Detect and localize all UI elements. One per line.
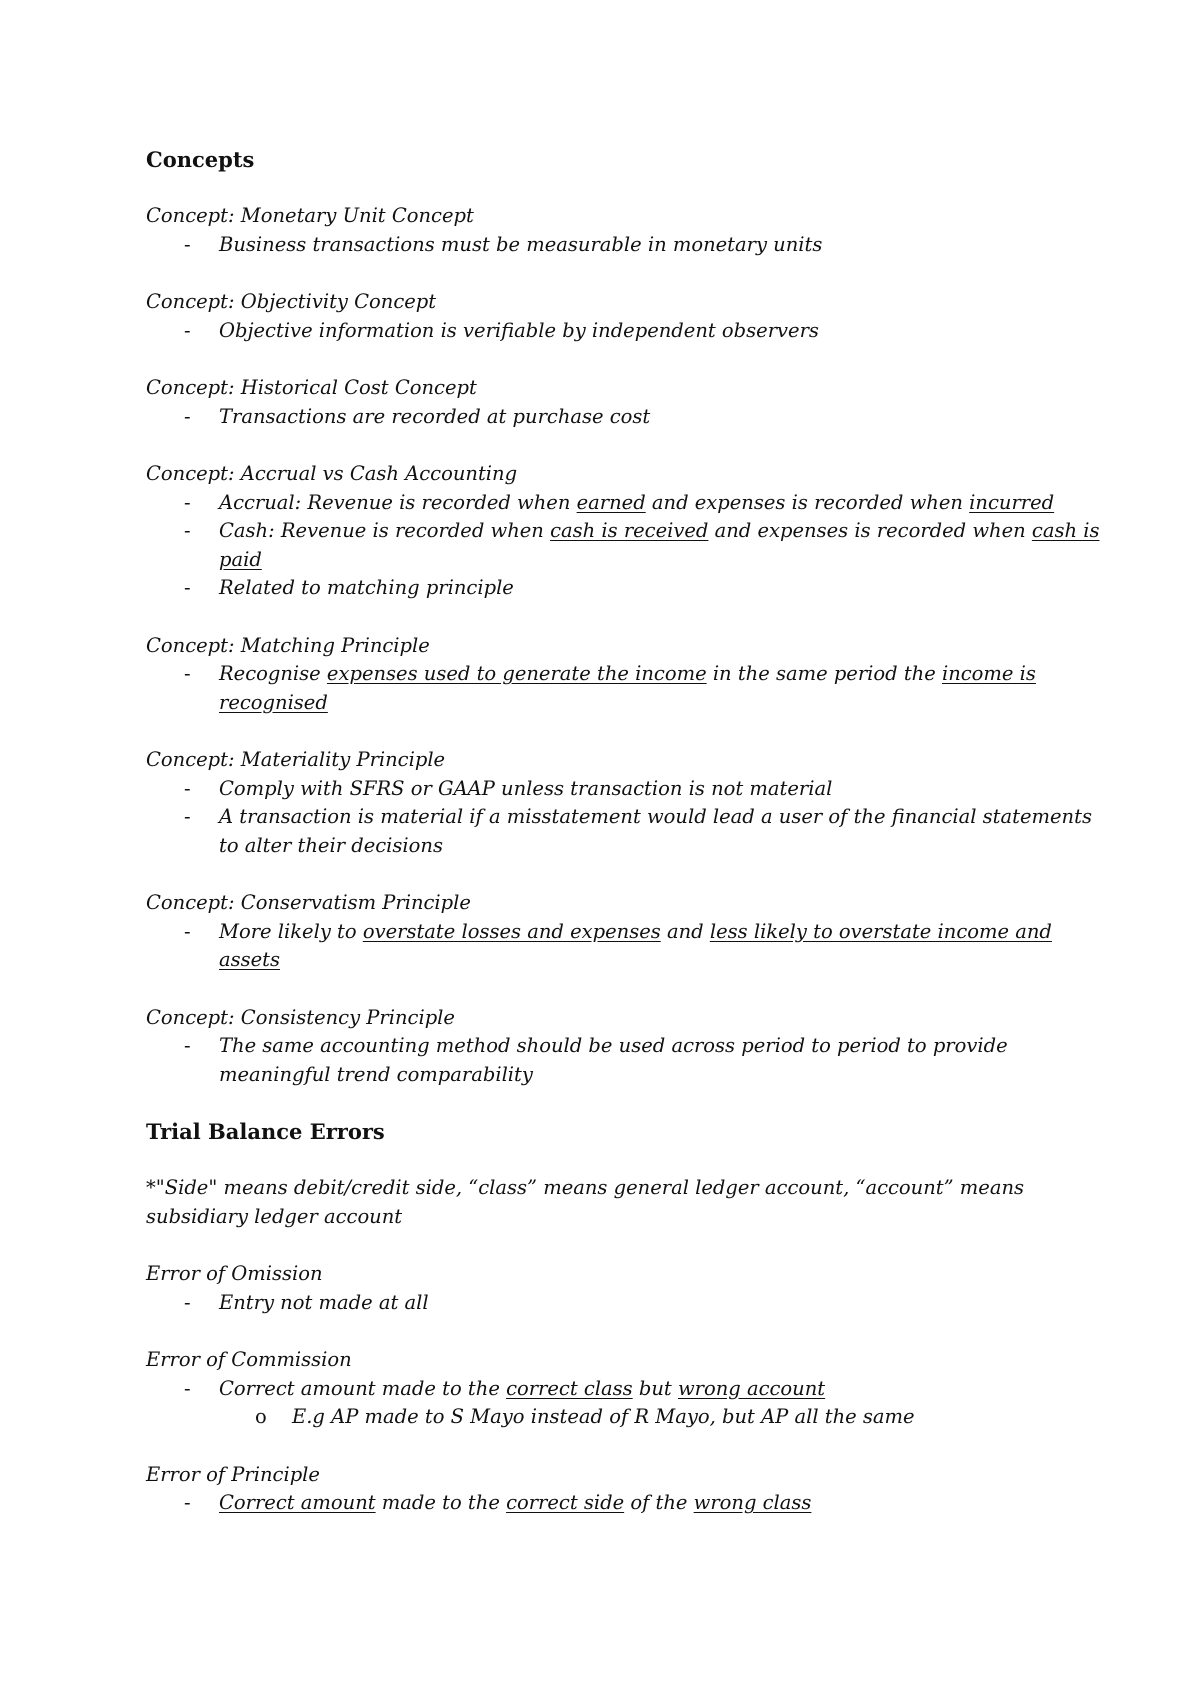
dash-bullet-icon: - <box>184 919 191 943</box>
sub-bullet-item <box>146 1403 1110 1432</box>
bullet-list <box>146 489 1110 603</box>
underlined-text: expenses used to generate the income <box>326 662 707 685</box>
spacer <box>146 717 1110 746</box>
bullet-text: but <box>632 1376 678 1400</box>
bullet-item <box>146 1289 1110 1318</box>
spacer <box>146 1089 1110 1118</box>
bullet-item <box>146 317 1110 346</box>
spacer <box>146 975 1110 1004</box>
bullet-text: Correct amount made to the <box>219 1376 507 1400</box>
underlined-text: less likely to overstate income and assets <box>219 919 1052 971</box>
sub-bullet-list <box>146 1403 1110 1432</box>
spacer <box>146 1231 1110 1260</box>
error-type-block <box>146 1260 1110 1317</box>
bullet-text: Business transactions must be measurable in monetary units <box>219 232 823 256</box>
dash-bullet-icon: - <box>184 1034 191 1057</box>
spacer <box>146 431 1110 460</box>
bullet-item <box>146 1489 1110 1518</box>
spacer <box>146 1317 1110 1346</box>
bullet-list <box>146 1489 1110 1518</box>
underlined-text: Correct amount <box>219 1491 376 1514</box>
dash-bullet-icon: - <box>184 1290 191 1314</box>
bullet-text: of the <box>624 1491 694 1514</box>
underlined-text: correct class <box>506 1376 633 1400</box>
bullet-list <box>146 1032 1110 1089</box>
bullet-list <box>146 918 1110 975</box>
concept-title: Concept: Objectivity Concept <box>146 290 437 313</box>
bullet-item <box>146 660 1110 717</box>
spacer <box>146 345 1110 374</box>
underlined-text: wrong account <box>677 1376 826 1400</box>
concept-title: Concept: Accrual vs Cash Accounting <box>146 462 518 485</box>
bullet-item <box>146 489 1110 518</box>
errors-list <box>146 1260 1110 1547</box>
bullet-text: Related to matching principle <box>219 576 514 599</box>
dash-bullet-icon: - <box>184 318 191 342</box>
spacer <box>146 603 1110 632</box>
concept-block <box>146 288 1110 345</box>
underlined-text: earned <box>576 490 646 514</box>
bullet-item <box>146 1032 1110 1089</box>
bullet-text: and expenses is recorded when <box>708 519 1032 542</box>
error-type-block <box>146 1346 1110 1432</box>
concept-title: Concept: Matching Principle <box>146 633 430 657</box>
error-type-block <box>146 1461 1110 1518</box>
concept-title: Concept: Monetary Unit Concept <box>146 204 474 227</box>
section-heading-concepts: Concepts <box>146 147 255 172</box>
bullet-text: made to the <box>375 1491 507 1514</box>
concept-block <box>146 889 1110 975</box>
dash-bullet-icon: - <box>184 805 191 828</box>
definitions-note: *"Side" means debit/credit side, “class” means general ledger account, “account” means subsidiary ledger account <box>146 1176 1025 1228</box>
bullet-item <box>146 403 1110 432</box>
bullet-list <box>146 231 1110 260</box>
underlined-text: income is recognised <box>219 662 1036 714</box>
bullet-text: Cash: Revenue is recorded when <box>219 519 551 542</box>
concept-block <box>146 632 1110 718</box>
dash-bullet-icon: - <box>184 662 191 685</box>
bullet-item <box>146 803 1110 860</box>
spacer <box>146 1518 1110 1547</box>
bullet-text: The same accounting method should be used across period to period to provide meaningful trend comparability <box>219 1034 1008 1086</box>
concept-title: Concept: Consistency Principle <box>146 1005 455 1029</box>
bullet-item <box>146 574 1110 603</box>
bullet-text: Transactions are recorded at purchase cost <box>219 404 651 428</box>
bullet-item <box>146 517 1110 574</box>
concept-title: Concept: Conservatism Principle <box>146 891 471 914</box>
bullet-text: and expenses is recorded when <box>645 490 970 514</box>
dash-bullet-icon: - <box>184 232 191 256</box>
error-type-title: Error of Commission <box>146 1348 352 1371</box>
underlined-text: overstate losses and expenses <box>362 919 661 943</box>
underlined-text: correct side <box>506 1491 625 1514</box>
spacer <box>146 1432 1110 1461</box>
dash-bullet-icon: - <box>184 1376 191 1400</box>
spacer <box>146 259 1110 288</box>
bullet-text: A transaction is material if a misstatement would lead a user of the financial statements to alter their decisions <box>219 805 1092 857</box>
bullet-list <box>146 660 1110 717</box>
bullet-list <box>146 775 1110 861</box>
underlined-text: incurred <box>969 490 1055 514</box>
bullet-item <box>146 918 1110 975</box>
bullet-item <box>146 1375 1110 1432</box>
dash-bullet-icon: - <box>184 490 191 514</box>
concepts-list <box>146 202 1110 1118</box>
bullet-text: and <box>660 919 710 943</box>
bullet-text: Accrual: Revenue is recorded when <box>219 490 577 514</box>
bullet-item <box>146 775 1110 804</box>
dash-bullet-icon: - <box>184 576 191 599</box>
bullet-text: Objective information is verifiable by independent observers <box>219 318 819 342</box>
spacer <box>146 860 1110 889</box>
concept-title: Concept: Materiality Principle <box>146 748 446 771</box>
concept-block <box>146 460 1110 603</box>
underlined-text: cash is received <box>550 519 709 542</box>
dash-bullet-icon: - <box>184 1491 191 1514</box>
dash-bullet-icon: - <box>184 404 191 428</box>
bullet-text: in the same period the <box>706 662 942 685</box>
concept-block <box>146 374 1110 431</box>
underlined-text: wrong class <box>693 1491 812 1514</box>
dash-bullet-icon: - <box>184 776 191 800</box>
spacer <box>146 174 1110 202</box>
bullet-item <box>146 231 1110 260</box>
concept-block <box>146 1004 1110 1090</box>
bullet-list <box>146 1289 1110 1318</box>
error-type-title: Error of Omission <box>146 1262 323 1285</box>
bullet-text: Recognise <box>219 662 327 685</box>
underlined-text: cash is paid <box>219 519 1100 571</box>
bullet-list <box>146 317 1110 346</box>
sub-bullet-text: E.g AP made to S Mayo instead of R Mayo, but AP all the same <box>292 1405 915 1428</box>
section-heading-trial-balance-errors: Trial Balance Errors <box>146 1119 385 1144</box>
bullet-text: More likely to <box>219 919 363 943</box>
spacer <box>146 1146 1110 1174</box>
bullet-list <box>146 1375 1110 1432</box>
concept-block <box>146 202 1110 259</box>
error-type-title: Error of Principle <box>146 1462 320 1486</box>
concept-title: Concept: Historical Cost Concept <box>146 376 477 399</box>
dash-bullet-icon: - <box>184 519 191 542</box>
bullet-list <box>146 403 1110 432</box>
concept-block <box>146 746 1110 860</box>
circle-bullet-icon: o <box>255 1405 267 1428</box>
bullet-text: Entry not made at all <box>219 1290 429 1314</box>
bullet-text: Comply with SFRS or GAAP unless transaction is not material <box>219 776 833 800</box>
